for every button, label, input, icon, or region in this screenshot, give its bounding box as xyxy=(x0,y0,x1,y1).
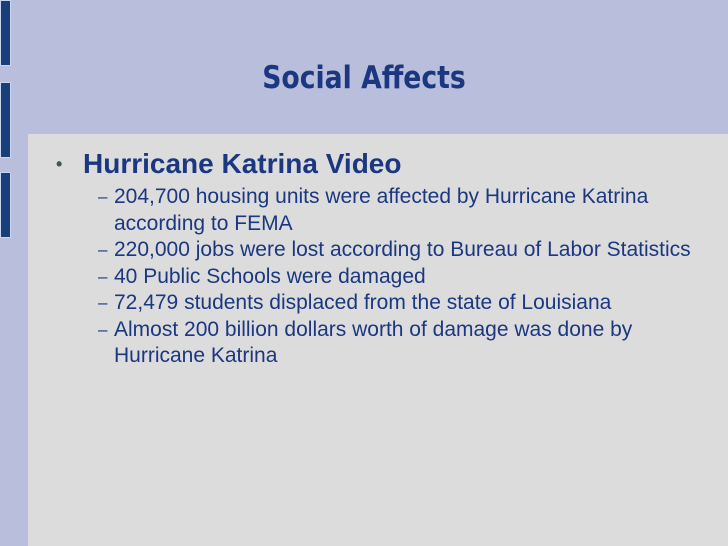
sub-bullet-text: 72,479 students displaced from the state of Louisiana xyxy=(114,291,612,314)
bullet-heading: Hurricane Katrina Video xyxy=(83,148,402,179)
sub-bullet-text: Almost 200 billion dollars worth of damage was done by Hurricane Katrina xyxy=(114,317,633,367)
dash-icon: – xyxy=(98,266,108,286)
bullet-item xyxy=(56,146,716,182)
left-rail xyxy=(0,0,28,546)
rail-bar-decoration xyxy=(0,172,11,238)
bullet-list xyxy=(56,146,716,370)
bullet-dot-icon: • xyxy=(56,154,63,174)
sub-bullet-list xyxy=(56,184,716,370)
sub-bullet-item xyxy=(56,290,704,317)
rail-bar-decoration xyxy=(0,0,11,66)
sub-bullet-item xyxy=(56,237,704,264)
dash-icon: – xyxy=(98,187,108,206)
sub-bullet-text: 220,000 jobs were lost according to Bureau of Labor Statistics xyxy=(114,238,691,261)
sub-bullet-item xyxy=(56,184,704,237)
slide-title: Social Affects xyxy=(262,60,466,96)
sub-bullet-item xyxy=(56,317,704,370)
sub-bullet-text: 40 Public Schools were damaged xyxy=(114,264,426,288)
rail-bar-decoration xyxy=(0,82,11,158)
dash-icon: – xyxy=(98,240,108,259)
sub-bullet-item xyxy=(56,264,704,291)
dash-icon: – xyxy=(98,319,108,339)
dash-icon: – xyxy=(98,293,108,312)
sub-bullet-text: 204,700 housing units were affected by Hurricane Katrina according to FEMA xyxy=(114,185,649,235)
